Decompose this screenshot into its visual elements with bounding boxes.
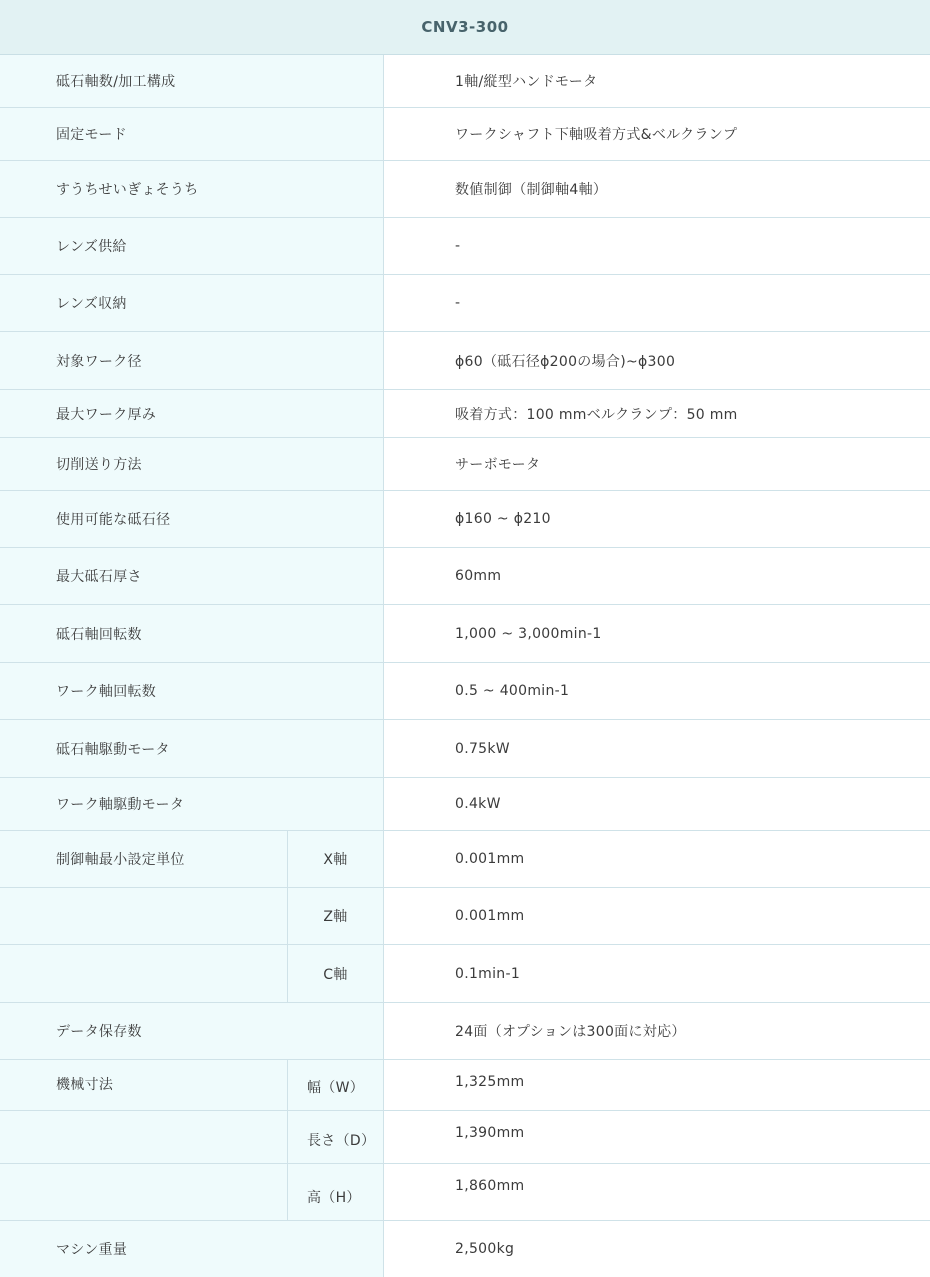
row-label-empty	[0, 945, 288, 1002]
row-label: 砥石軸駆動モータ	[0, 720, 384, 777]
row-value: 1,860mm	[384, 1164, 930, 1220]
row-label: 最大砥石厚さ	[0, 548, 384, 604]
table-row	[0, 1060, 930, 1111]
row-sub-label: C軸	[288, 945, 384, 1002]
row-value: -	[384, 218, 930, 274]
row-value: 1,000 ~ 3,000min-1	[384, 605, 930, 662]
row-value: 2,500kg	[384, 1221, 930, 1277]
row-label: ワーク軸回転数	[0, 663, 384, 719]
row-sub-label: X軸	[288, 831, 384, 887]
table-row	[0, 161, 930, 218]
table-row	[0, 888, 930, 945]
table-row	[0, 1003, 930, 1060]
row-label: マシン重量	[0, 1221, 384, 1277]
row-value: 60mm	[384, 548, 930, 604]
table-row	[0, 548, 930, 605]
row-sub-label: 長さ（D）	[288, 1111, 384, 1163]
row-value: 0.001mm	[384, 888, 930, 944]
table-row	[0, 275, 930, 332]
row-value: 0.5 ~ 400min-1	[384, 663, 930, 719]
table-row	[0, 108, 930, 161]
row-value: 1,390mm	[384, 1111, 930, 1163]
table-row	[0, 831, 930, 888]
row-sub-label: Z軸	[288, 888, 384, 944]
row-value: 0.1min-1	[384, 945, 930, 1002]
model-title: CNV3-300	[421, 18, 509, 36]
row-label: 固定モード	[0, 108, 384, 160]
row-label-empty	[0, 1164, 288, 1220]
table-row	[0, 720, 930, 778]
row-value: -	[384, 275, 930, 331]
row-label: 砥石軸回転数	[0, 605, 384, 662]
row-value: 1軸/縦型ハンドモータ	[384, 55, 930, 107]
row-label-empty	[0, 888, 288, 944]
row-label-empty	[0, 1111, 288, 1163]
row-label: 最大ワーク厚み	[0, 390, 384, 437]
row-sub-label: 高（H）	[288, 1164, 384, 1220]
row-value: ϕ160 ~ ϕ210	[384, 491, 930, 547]
table-row	[0, 332, 930, 390]
row-label: 制御軸最小設定単位	[0, 831, 288, 887]
table-row	[0, 778, 930, 831]
row-label: レンズ供給	[0, 218, 384, 274]
row-label: 機械寸法	[0, 1060, 288, 1110]
row-value: ϕ60（砥石径ϕ200の場合)~ϕ300	[384, 332, 930, 389]
row-label: レンズ収納	[0, 275, 384, 331]
table-header	[0, 0, 930, 55]
row-label: 使用可能な砥石径	[0, 491, 384, 547]
row-value: サーボモータ	[384, 438, 930, 490]
table-row	[0, 218, 930, 275]
row-label: 対象ワーク径	[0, 332, 384, 389]
table-row	[0, 945, 930, 1003]
table-row	[0, 1221, 930, 1277]
table-row	[0, 605, 930, 663]
table-row	[0, 55, 930, 108]
table-row	[0, 438, 930, 491]
table-row	[0, 390, 930, 438]
row-value: 数値制御（制御軸4軸）	[384, 161, 930, 217]
row-value: 1,325mm	[384, 1060, 930, 1110]
table-row	[0, 663, 930, 720]
table-row	[0, 1164, 930, 1221]
row-value: 0.75kW	[384, 720, 930, 777]
row-label: 砥石軸数/加工構成	[0, 55, 384, 107]
row-value: 24面（オプションは300面に対応）	[384, 1003, 930, 1059]
row-value: 吸着方式：100 mmベルクランプ：50 mm	[384, 390, 930, 437]
row-value: 0.001mm	[384, 831, 930, 887]
row-sub-label: 幅（W）	[288, 1060, 384, 1110]
row-label: ワーク軸駆動モータ	[0, 778, 384, 830]
row-label: データ保存数	[0, 1003, 384, 1059]
table-row	[0, 491, 930, 548]
row-value: ワークシャフト下軸吸着方式&ベルクランプ	[384, 108, 930, 160]
table-row	[0, 1111, 930, 1164]
row-label: 切削送り方法	[0, 438, 384, 490]
row-value: 0.4kW	[384, 778, 930, 830]
row-label: すうちせいぎょそうち	[0, 161, 384, 217]
